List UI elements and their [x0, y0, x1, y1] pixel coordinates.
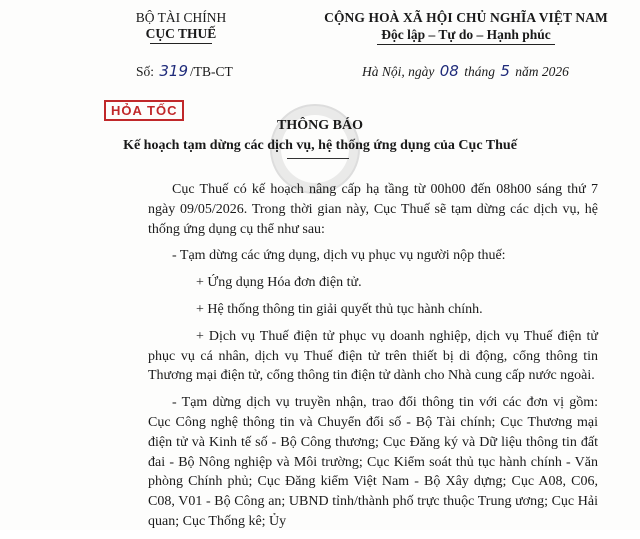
document-title: THÔNG BÁO	[277, 118, 363, 133]
national-header	[316, 10, 616, 45]
date-place: Hà Nội, ngày	[362, 64, 435, 79]
ministry-name: BỘ TÀI CHÍNH	[135, 10, 227, 25]
document-subtitle: Kế hoạch tạm dừng các dịch vụ, hệ thống ứng dụng của Cục Thuế	[123, 138, 517, 153]
subtitle-underline	[287, 158, 349, 159]
document-body	[148, 180, 598, 539]
body-paragraph: + Dịch vụ Thuế điện tử phục vụ doanh nghiệp, dịch vụ Thuế điện tử phục vụ cá nhân, dịch vụ Thuế điện tử trên thiết bị di động, cổng thông tin Thương mại điện tử, cổng thông tin điện tử dành cho Nhà cung cấp nước ngoài.	[148, 328, 598, 384]
body-paragraph: - Tạm dừng các ứng dụng, dịch vụ phục vụ người nộp thuế:	[172, 248, 506, 264]
urgent-stamp: HỎA TỐC	[104, 100, 184, 121]
date-month: 5	[500, 62, 510, 80]
date-month-label: tháng	[464, 64, 495, 79]
date-day: 08	[439, 62, 459, 80]
body-paragraph: Cục Thuế có kế hoạch nâng cấp hạ tầng từ 00h00 đến 08h00 sáng thứ 7 ngày 09/05/2026. Trong thời gian này, Cục Thuế sẽ tạm dừng các dịch vụ, hệ thống ứng dụng cụ thể như sau:	[148, 182, 598, 237]
doc-number-suffix: /TB-CT	[190, 64, 233, 79]
department-name: CỤC THUẾ	[145, 26, 217, 41]
date-year: năm 2026	[515, 64, 569, 79]
department-underline	[150, 43, 212, 44]
body-paragraph: - Tạm dừng dịch vụ truyền nhận, trao đổi thông tin với các đơn vị gồm: Cục Công nghệ thông tin và Chuyển đổi số - Bộ Tài chính; Cục Thương mại điện tử và Kinh tế số - Bộ Công thương; Cục Đăng ký và Dữ liệu thông tin đất đai - Bộ Nông nghiệp và Môi trường; Cục Kiểm soát thủ tục hành chính - Văn phòng Chính phủ; Cục Đăng kiểm Việt Nam - Bộ Xây dựng; Cục A08, C06, C08, V01 - Bộ Công an; UBND tỉnh/thành phố trực thuộc Trung ương; Cục Hải quan; Cục Thống kê; Ủy	[148, 395, 598, 529]
nation-title: CỘNG HOÀ XÃ HỘI CHỦ NGHĨA VIỆT NAM	[324, 10, 608, 25]
doc-number-prefix: Số:	[136, 64, 155, 79]
document-number	[136, 62, 233, 80]
issue-date	[362, 62, 569, 80]
issuer-block	[106, 10, 256, 44]
national-motto: Độc lập – Tự do – Hạnh phúc	[381, 27, 551, 42]
body-paragraph: + Ứng dụng Hóa đơn điện tử.	[196, 275, 362, 291]
body-paragraph: + Hệ thống thông tin giải quyết thủ tục hành chính.	[196, 301, 483, 317]
motto-underline	[377, 44, 555, 45]
doc-number-handwritten: 319	[159, 62, 189, 80]
